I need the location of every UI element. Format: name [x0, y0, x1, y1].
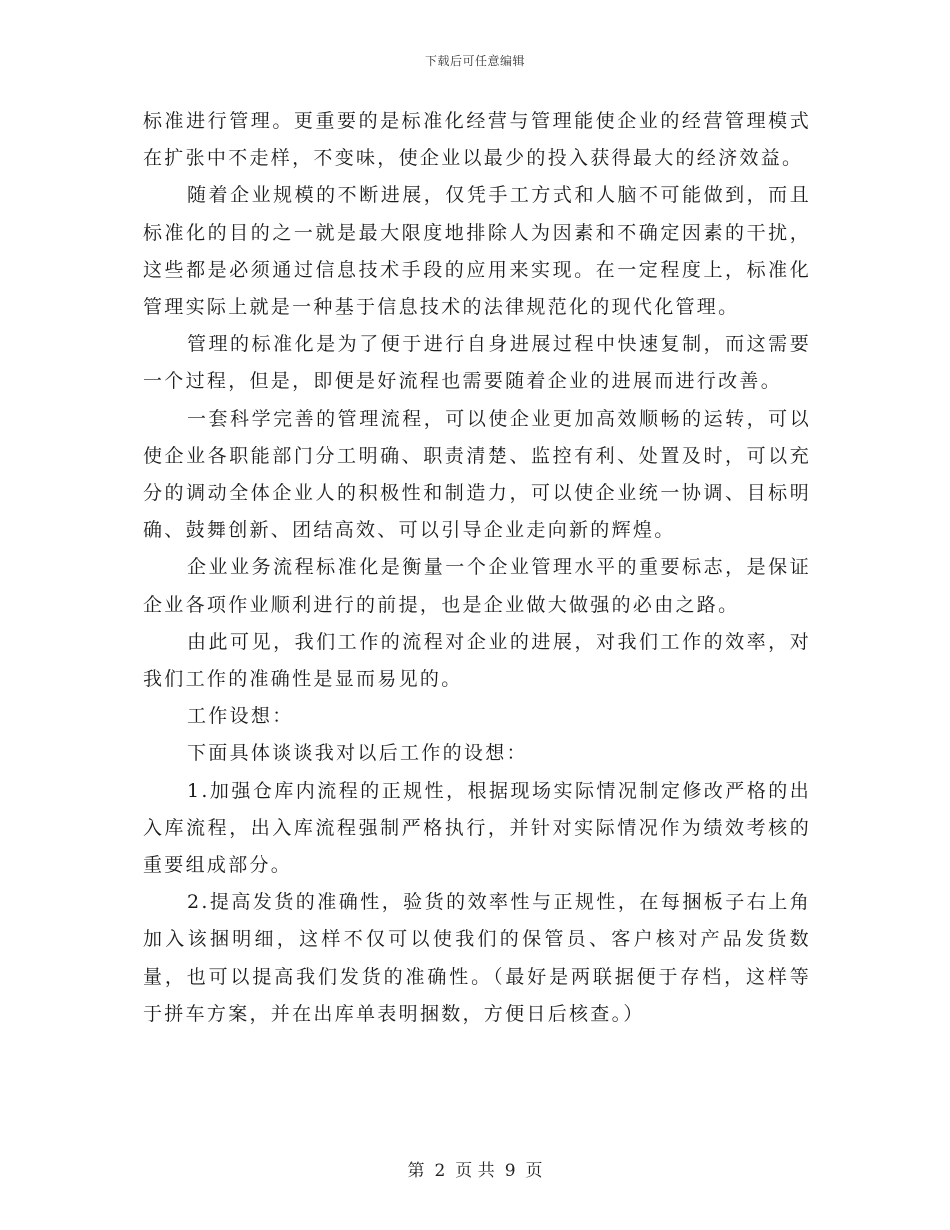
paragraph-3: 管理的标准化是为了便于进行自身进展过程中快速复制，而这需要一个过程，但是，即便是好流程也需要随着企业的进展而进行改善。 — [143, 333, 811, 393]
document-body — [143, 103, 811, 1033]
page-total: 9 — [504, 1161, 516, 1181]
paragraph-6: 由此可见，我们工作的流程对企业的进展，对我们工作的效率，对我们工作的准确性是显而易见的。 — [143, 630, 811, 691]
section-heading: 工作设想： — [187, 705, 294, 728]
page-number: 2 — [434, 1161, 446, 1181]
paragraph-2: 随着企业规模的不断进展，仅凭手工方式和人脑不可能做到，而且标准化的目的之一就是最大限度地排除人为因素和不确定因素的干扰，这些都是必须通过信息技术手段的应用来实现。在一定程度上，标准化管理实际上就是一种基于信息技术的法律规范化的现代化管理。 — [143, 184, 811, 319]
page-footer — [0, 1156, 950, 1181]
paragraph-4: 一套科学完善的管理流程，可以使企业更加高效顺畅的运转，可以使企业各职能部门分工明确、职责清楚、监控有利、处置及时，可以充分的调动全体企业人的积极性和制造力，可以使企业统一协调、目标明确、鼓舞创新、团结高效、可以引导企业走向新的辉煌。 — [143, 407, 811, 542]
footer-prefix: 第 — [407, 1161, 425, 1181]
footer-suffix: 页 — [525, 1161, 543, 1181]
paragraph-1: 标准进行管理。更重要的是标准化经营与管理能使企业的经营管理模式在扩张中不走样，不变味，使企业以最少的投入获得最大的经济效益。 — [143, 110, 811, 170]
page-header: 下载后可任意编辑 — [424, 54, 525, 68]
list-item-1: 1.加强仓库内流程的正规性，根据现场实际情况制定修改严格的出入库流程，出入库流程强制严格执行，并针对实际情况作为绩效考核的重要组成部分。 — [143, 779, 811, 877]
list-item-2: 2.提高发货的准确性，验货的效率性与正规性，在每捆板子右上角加入该捆明细，这样不仅可以使我们的保管员、客户核对产品发货数量，也可以提高我们发货的准确性。（最好是两联据便于存档，这样等于拼车方案，并在出库单表明捆数，方便日后核查。） — [143, 891, 811, 1025]
paragraph-intro: 下面具体谈谈我对以后工作的设想： — [187, 742, 528, 765]
footer-middle: 页 共 — [455, 1161, 495, 1181]
paragraph-5: 企业业务流程标准化是衡量一个企业管理水平的重要标志，是保证企业各项作业顺利进行的前提，也是企业做大做强的必由之路。 — [143, 556, 811, 616]
